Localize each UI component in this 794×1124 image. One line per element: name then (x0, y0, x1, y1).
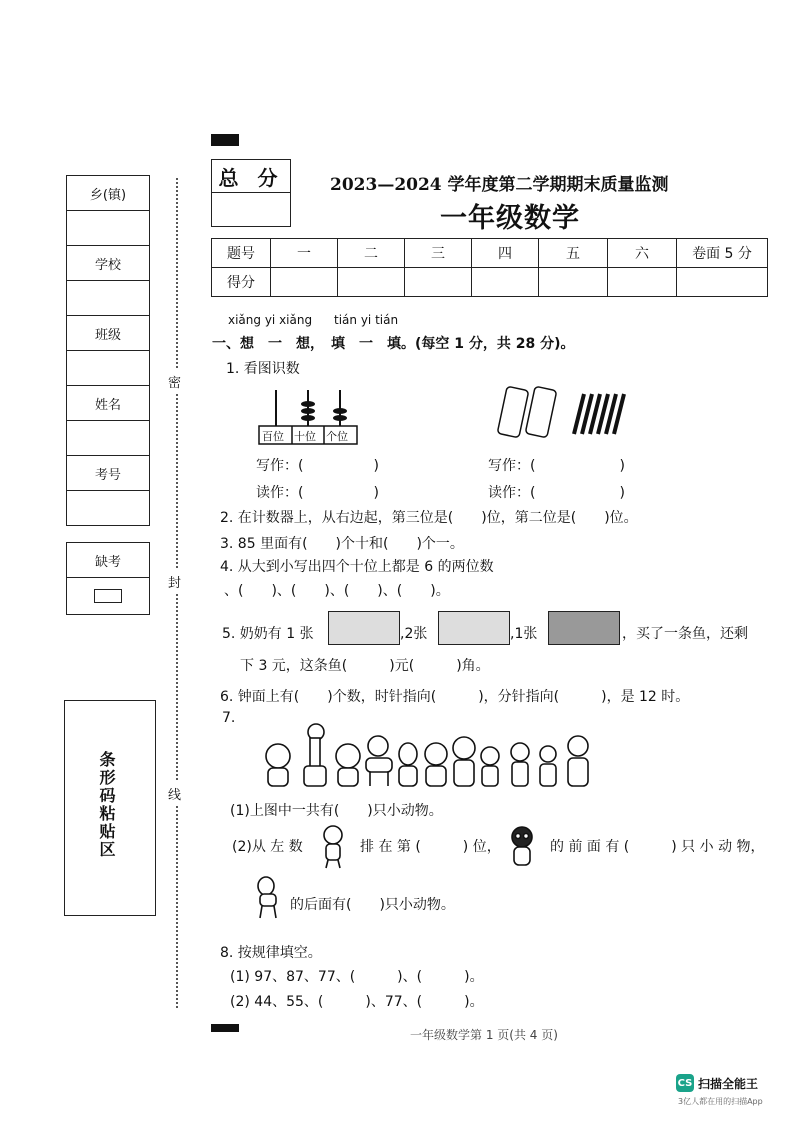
seal-char-feng: 封 (168, 570, 181, 593)
page-footer: 一年级数学第 1 页(共 4 页) (410, 1028, 558, 1042)
score-header-cell: 题号 (212, 239, 271, 268)
field-class-input[interactable] (67, 351, 149, 386)
score-header-cell: 一 (271, 239, 338, 268)
q2-text: 2. 在计数器上，从右边起，第三位是( )位，第二位是( )位。 (220, 510, 638, 526)
stick-bundles-icon (494, 384, 628, 440)
q4-line1: 4. 从大到小写出四个十位上都是 6 的两位数 (220, 559, 494, 575)
field-town-input[interactable] (67, 211, 149, 246)
seal-char-mi: 密 (168, 370, 181, 393)
total-score-input[interactable] (212, 193, 290, 226)
q1-write-left: 写作：( ) (256, 458, 379, 474)
field-town-label: 乡(镇) (67, 176, 149, 211)
field-name-input[interactable] (67, 421, 149, 456)
score-cell[interactable] (539, 268, 608, 297)
section-heading: 一、想 一 想， 填 一 填。(每空 1 分，共 28 分)。 (212, 336, 575, 352)
subject-title: 一年级数学 (440, 203, 580, 234)
q5-line2: 下 3 元，这条鱼( )元( )角。 (240, 658, 490, 674)
absent-box (66, 542, 150, 615)
score-cell[interactable] (608, 268, 677, 297)
score-header-cell: 三 (405, 239, 472, 268)
score-cell[interactable] (677, 268, 768, 297)
field-school-label: 学校 (67, 246, 149, 281)
score-header-cell: 四 (472, 239, 539, 268)
pinyin-tian: tián yi tián (334, 313, 399, 327)
abacus-label-tens: 十位 (294, 430, 316, 443)
field-name-label: 姓名 (67, 386, 149, 421)
q1-write-right: 写作：( ) (488, 458, 625, 474)
barcode-label: 条形码粘贴区 (97, 751, 116, 859)
score-header-cell: 二 (338, 239, 405, 268)
score-header-cell: 五 (539, 239, 608, 268)
animals-row-icon (256, 718, 604, 790)
field-class-label: 班级 (67, 316, 149, 351)
camscanner-logo-icon: CS (676, 1074, 694, 1092)
score-row-label: 得分 (212, 268, 271, 297)
q7-number: 7. (222, 710, 236, 726)
q5-part4: ，买了一条鱼，还剩 (622, 626, 748, 642)
total-score-box (211, 159, 291, 227)
q8-sequence1: (1) 97、87、77、( )、( )。 (230, 969, 484, 985)
score-cell[interactable] (472, 268, 539, 297)
score-cell[interactable] (271, 268, 338, 297)
q7-sub2-b: 排 在 第 ( ) 位， (360, 839, 501, 855)
q5-part3: ,1张 (510, 626, 538, 642)
score-header-cell: 卷面 5 分 (677, 239, 768, 268)
app-tagline: 3亿人都在用的扫描App (678, 1097, 763, 1106)
q6-text: 6. 钟面上有( )个数，时针指向( )，分针指向( )，是 12 时。 (220, 689, 690, 705)
banknote-10yuan-icon (328, 611, 400, 645)
q7-sub1: (1)上图中一共有( )只小动物。 (230, 803, 443, 819)
registration-mark (211, 134, 239, 146)
registration-mark (211, 1024, 239, 1032)
q1-read-right: 读作：( ) (488, 485, 625, 501)
banknote-5yuan-icon (438, 611, 510, 645)
banknote-jiao-icon (548, 611, 620, 645)
horse-icon (252, 876, 284, 920)
seal-char-xian: 线 (168, 782, 181, 805)
field-id-label: 考号 (67, 456, 149, 491)
score-cell[interactable] (405, 268, 472, 297)
abacus-label-hundreds: 百位 (262, 430, 284, 443)
q8-title: 8. 按规律填空。 (220, 945, 322, 961)
total-score-label: 总 分 (212, 160, 290, 193)
q5-part1: 5. 奶奶有 1 张 (222, 626, 314, 642)
student-info-box (66, 175, 150, 526)
app-name: 扫描全能王 (698, 1077, 759, 1091)
exam-title: 2023—2024 学年度第二学期期末质量监测 (330, 175, 669, 195)
q8-sequence2: (2) 44、55、( )、77、( )。 (230, 994, 484, 1010)
score-table (211, 238, 768, 297)
score-header-cell: 六 (608, 239, 677, 268)
q1-title: 1. 看图识数 (226, 361, 300, 377)
q1-read-left: 读作：( ) (256, 485, 379, 501)
q4-line2: 、( )、( )、( )、( )。 (224, 583, 450, 599)
q3-text: 3. 85 里面有( )个十和( )个一。 (220, 536, 464, 552)
q7-sub2-d: 的后面有( )只小动物。 (290, 897, 455, 913)
panda-icon (506, 824, 538, 870)
barcode-area (64, 700, 156, 916)
abacus-label-ones: 个位 (326, 430, 348, 443)
q7-sub2-c: 的 前 面 有 ( ) 只 小 动 物， (550, 839, 765, 855)
pinyin-xiang: xiǎng yi xiǎng (228, 313, 313, 327)
q7-sub2-a: (2)从 左 数 (232, 839, 303, 855)
field-school-input[interactable] (67, 281, 149, 316)
q5-part2: ,2张 (400, 626, 428, 642)
absent-checkbox[interactable] (94, 589, 122, 603)
score-cell[interactable] (338, 268, 405, 297)
field-id-input[interactable] (67, 491, 149, 525)
absent-label: 缺考 (67, 543, 149, 578)
seal-line (176, 178, 178, 1008)
monkey-icon (318, 824, 348, 870)
